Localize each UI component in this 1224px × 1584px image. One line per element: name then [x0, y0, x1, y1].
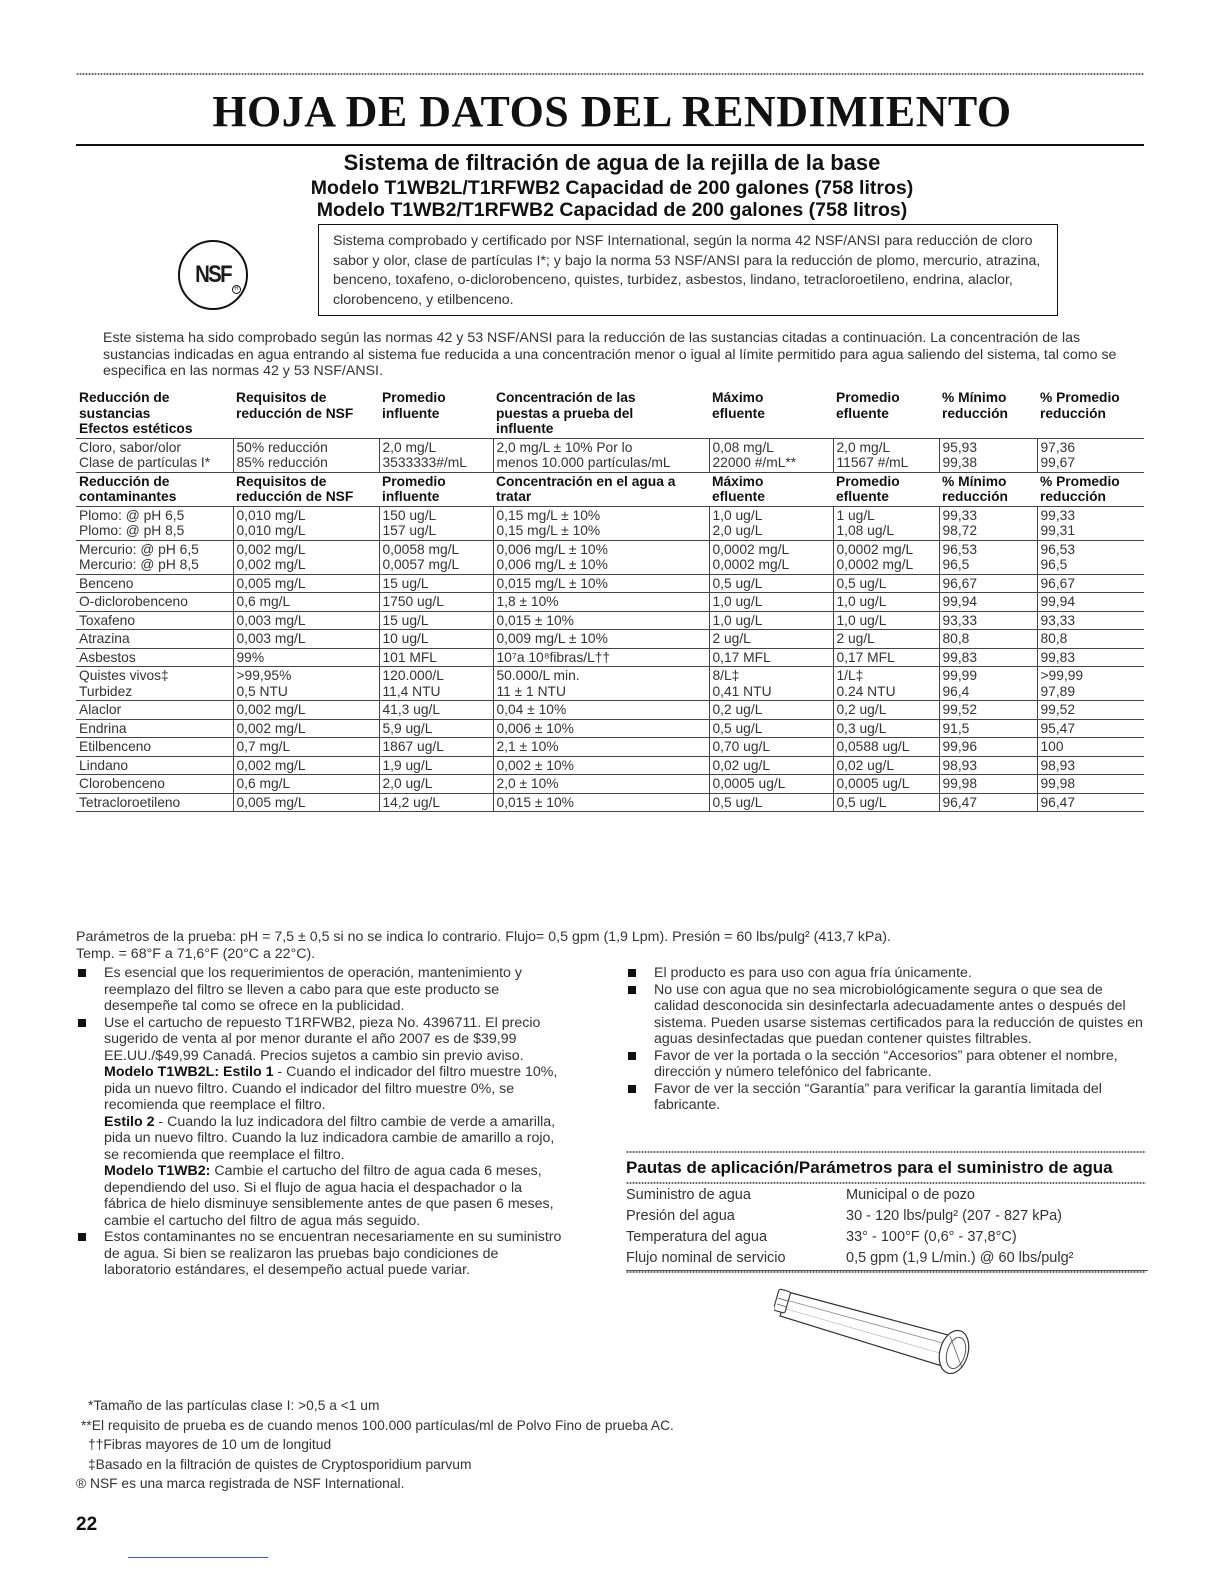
guidelines-dotted-rule-top [626, 1150, 1146, 1154]
table-cell: Promedio efluente [836, 390, 900, 421]
guideline-label: Temperatura del agua [626, 1229, 768, 1245]
table-cell: 0,002 mg/L [233, 719, 379, 738]
table-cell: 0,2 ug/L [709, 701, 833, 720]
table-cell: Máximo efluente [712, 390, 765, 421]
table-cell: % Mínimo reducción [942, 473, 1008, 504]
page-number: 22 [76, 1514, 98, 1535]
table-cell: 99,33 98,72 [939, 506, 1037, 540]
list-item: El producto es para uso con agua fría únicamente. [626, 965, 1146, 982]
table-cell: 100 [1037, 738, 1144, 757]
table-cell: % Promedio reducción [1040, 473, 1120, 504]
table-cell: 2,0 ug/L [379, 775, 493, 794]
table-cell: 80,8 [1037, 630, 1144, 649]
table-cell: 2,0 ± 10% [493, 775, 709, 794]
table-cell: 0,0005 ug/L [709, 775, 833, 794]
table-cell: 1,0 ug/L [709, 593, 833, 612]
table-cell: 1/L‡ 0.24 NTU [833, 667, 939, 701]
table-cell: 150 ug/L 157 ug/L [379, 506, 493, 540]
table-cell: 99,94 [1037, 593, 1144, 612]
title-rule [76, 144, 1144, 146]
table-cell: Etilbenceno [76, 738, 233, 757]
table-cell: Asbestos [76, 648, 233, 667]
table-cell: O-diclorobenceno [76, 593, 233, 612]
registered-mark-icon: R [232, 285, 241, 294]
table-cell: >99,95% 0,5 NTU [233, 667, 379, 701]
table-cell: % Promedio reducción [1040, 390, 1120, 421]
table-row [76, 667, 1144, 701]
top-dotted-rule [76, 72, 1144, 76]
right-bullet-list [626, 965, 1146, 1114]
table-cell: 0,15 mg/L ± 10% 0,15 mg/L ± 10% [493, 506, 709, 540]
table-cell: 99,98 [939, 775, 1037, 794]
table-cell: 1 ug/L 1,08 ug/L [833, 506, 939, 540]
test-parameters [76, 929, 1146, 962]
left-bullet-list [76, 965, 566, 1279]
table-cell: 0,6 mg/L [233, 593, 379, 612]
table-cell: Promedio influente [382, 390, 446, 421]
list-item: Es esencial que los requerimientos de operación, mantenimiento y reemplazo del filtro se lleven a cabo para que este producto se desempeñe tal como se ofrece en la publicidad. [76, 965, 566, 1015]
table-cell: 10⁷a 10⁸fibras/L†† [493, 648, 709, 667]
table-cell: 0,015 ± 10% [493, 793, 709, 812]
table-cell: 1,0 ug/L [833, 593, 939, 612]
table-cell: Tetracloroetileno [76, 793, 233, 812]
table-cell: 0,005 mg/L [233, 574, 379, 593]
table-cell: 41,3 ug/L [379, 701, 493, 720]
footnote-1: *Tamaño de las partículas clase I: >0,5 a <1 um [88, 1398, 380, 1413]
table-cell: 0,002 mg/L [233, 756, 379, 775]
certification-box: Sistema comprobado y certificado por NSF International, según la norma 42 NSF/ANSI para reducción de cloro sabor y olor, clase de partículas I*; y bajo la norma 53 NSF/ANSI para la reducción de plomo, mercurio, atrazina, benceno, toxafeno, o-diclorobenceno, quistes, turbidez, asbestos, lindano, tetracloroetileno, endrina, alaclor, clorobenceno, y etilbenceno. [318, 224, 1058, 316]
table-cell: Endrina [76, 719, 233, 738]
footnotes [76, 1396, 674, 1494]
table-cell: 120.000/L 11,4 NTU [379, 667, 493, 701]
table-cell: 10 ug/L [379, 630, 493, 649]
list-item: No use con agua que no sea microbiológicamente segura o que sea de calidad desconocida sin desinfectarla adecuadamente antes o después del sistema. Pueden usarse sistemas certificados para la reducción de quistes en aguas desinfectadas que puedan contener quistes filtrables. [626, 982, 1146, 1048]
footnote-4: ‡Basado en la filtración de quistes de Cryptosporidium parvum [88, 1456, 472, 1472]
table-cell: Toxafeno [76, 611, 233, 630]
guidelines-table [626, 1186, 1148, 1271]
table-cell: 0,3 ug/L [833, 719, 939, 738]
guideline-label: Suministro de agua [626, 1187, 751, 1203]
table-header-row [76, 389, 1144, 438]
table-cell: 0,0058 mg/L 0,0057 mg/L [379, 540, 493, 574]
table-cell: 0,0002 mg/L 0,0002 mg/L [709, 540, 833, 574]
table-row [76, 574, 1144, 593]
guidelines-dotted-rule-bottom [626, 1270, 1146, 1274]
table-cell: 0,0005 ug/L [833, 775, 939, 794]
guideline-value: 0,5 gpm (1,9 L/min.) @ 60 lbs/pulg² [846, 1249, 1148, 1271]
table-cell: 14,2 ug/L [379, 793, 493, 812]
table-cell: 2,1 ± 10% [493, 738, 709, 757]
table-cell: Alaclor [76, 701, 233, 720]
table-cell: 1,0 ug/L [709, 611, 833, 630]
intro-paragraph: Este sistema ha sido comprobado según las normas 42 y 53 NSF/ANSI para la reducción de las sustancias citadas a continuación. La concentración de las sustancias indicadas en agua entrando al sistema fue reducida a una concentración menor o igual al límite permitido para agua saliendo del sistema, tal como se especifica en las normas 42 y 53 NSF/ANSI. [103, 330, 1117, 379]
table-cell: 80,8 [939, 630, 1037, 649]
guideline-row [626, 1228, 1148, 1249]
table-cell: Benceno [76, 574, 233, 593]
list-item: Favor de ver la portada o la sección “Accesorios” para obtener el nombre, dirección y número telefónico del fabricante. [626, 1048, 1146, 1081]
table-cell: 0,015 mg/L ± 10% [493, 574, 709, 593]
table-row [76, 611, 1144, 630]
table-cell: 2,0 mg/L 11567 #/mL [833, 438, 939, 472]
guideline-row [626, 1207, 1148, 1228]
table-row [76, 630, 1144, 649]
table-cell: 96,47 [1037, 793, 1144, 812]
table-cell: 0,6 mg/L [233, 775, 379, 794]
table-cell: 1,0 ug/L [833, 611, 939, 630]
table-cell: 0,70 ug/L [709, 738, 833, 757]
list-item: Favor de ver la sección “Garantía” para verificar la garantía limitada del fabricante. [626, 1081, 1146, 1114]
guideline-label: Flujo nominal de servicio [626, 1249, 846, 1271]
table-cell: 96,53 96,5 [939, 540, 1037, 574]
footnote-3: ††Fibras mayores de 10 um de longitud [88, 1437, 332, 1452]
table-cell: Clorobenceno [76, 775, 233, 794]
table-cell: Requisitos de reducción de NSF [236, 473, 354, 504]
nsf-logo [178, 240, 248, 310]
table-cell: Promedio efluente [836, 473, 900, 504]
table-cell: 0,005 mg/L [233, 793, 379, 812]
table-row [76, 593, 1144, 612]
table-cell: Promedio influente [382, 473, 446, 504]
table-cell: 0,02 ug/L [709, 756, 833, 775]
table-cell: 2,0 mg/L ± 10% Por lo menos 10.000 partículas/mL [493, 438, 709, 472]
table-cell: 99,83 [939, 648, 1037, 667]
table-cell: 0,003 mg/L [233, 611, 379, 630]
table-cell: 8/L‡ 0,41 NTU [709, 667, 833, 701]
model-line-2: Modelo T1WB2/T1RFWB2 Capacidad de 200 galones (758 litros) [316, 199, 908, 221]
table-cell: 2,0 mg/L 3533333#/mL [379, 438, 493, 472]
table-cell: 0,0588 ug/L [833, 738, 939, 757]
table-cell: 93,33 [1037, 611, 1144, 630]
table-cell: Mercurio: @ pH 6,5 Mercurio: @ pH 8,5 [76, 540, 233, 574]
test-parameters-line-2: Temp. = 68°F a 71,6°F (20°C a 22°C). [76, 945, 316, 962]
footnote-2: **El requisito de prueba es de cuando menos 100.000 partículas/ml de Polvo Fino de prueba AC. [81, 1417, 674, 1433]
table-cell: 97,36 99,67 [1037, 438, 1144, 472]
table-row [76, 701, 1144, 720]
table-cell: 0,17 MFL [833, 648, 939, 667]
table-cell: Plomo: @ pH 6,5 Plomo: @ pH 8,5 [76, 506, 233, 540]
performance-table [76, 389, 1144, 812]
table-cell: 1750 ug/L [379, 593, 493, 612]
list-item: Estos contaminantes no se encuentran necesariamente en su suministro de agua. Si bien se realizaron las pruebas bajo condiciones de laboratorio estándares, el desempeño actual puede variar. [76, 1229, 566, 1279]
table-cell: 99% [233, 648, 379, 667]
table-cell: 0,5 ug/L [709, 574, 833, 593]
table-cell: 0,5 ug/L [709, 793, 833, 812]
table-cell: 0,04 ± 10% [493, 701, 709, 720]
table-cell: 98,93 [939, 756, 1037, 775]
table-row [76, 756, 1144, 775]
table-cell: 0,006 ± 10% [493, 719, 709, 738]
table-cell: 0,5 ug/L [709, 719, 833, 738]
table-cell: 0,02 ug/L [833, 756, 939, 775]
table-cell: Cloro, sabor/olor Clase de partículas I* [76, 438, 233, 472]
table-header-row [76, 472, 1144, 506]
table-cell: Lindano [76, 756, 233, 775]
table-cell: 50.000/L min. 11 ± 1 NTU [493, 667, 709, 701]
guideline-value: Municipal o de pozo [846, 1187, 975, 1203]
table-cell: 0,010 mg/L 0,010 mg/L [233, 506, 379, 540]
table-cell: 99,99 96,4 [939, 667, 1037, 701]
table-row [76, 793, 1144, 812]
table-cell: 50% reducción 85% reducción [233, 438, 379, 472]
table-cell: 0,2 ug/L [833, 701, 939, 720]
table-cell: 0,003 mg/L [233, 630, 379, 649]
table-cell: Requisitos de reducción de NSF [236, 390, 354, 421]
table-cell: 99,52 [1037, 701, 1144, 720]
table-cell: 101 MFL [379, 648, 493, 667]
model-line-1: Modelo T1WB2L/T1RFWB2 Capacidad de 200 galones (758 litros) [310, 177, 914, 199]
table-cell: 1867 ug/L [379, 738, 493, 757]
filter-cartridge-illustration [774, 1282, 994, 1374]
table-cell: 1,9 ug/L [379, 756, 493, 775]
table-cell: 95,93 99,38 [939, 438, 1037, 472]
table-row [76, 648, 1144, 667]
table-cell: >99,99 97,89 [1037, 667, 1144, 701]
table-row [76, 540, 1144, 574]
table-cell: 0,0002 mg/L 0,0002 mg/L [833, 540, 939, 574]
guideline-label: Presión del agua [626, 1208, 735, 1224]
table-cell: 15 ug/L [379, 611, 493, 630]
table-cell: % Mínimo reducción [942, 390, 1008, 421]
list-item: Use el cartucho de repuesto T1RFWB2, pieza No. 4396711. El precio sugerido de venta al por menor durante el año 2007 es de $39,99 EE.UU./$49,99 Canadá. Precios sujetos a cambio sin previo aviso. Modelo T1WB2L: Estilo 1 - Cuando el indicador del filtro muestre 10%, pida un nuevo filtro. Cuando el indicador del filtro muestre 0%, se recomienda que reemplace el filtro. Estilo 2 - Cuando la luz indicadora del filtro cambie de verde a amarilla, pida un nuevo filtro. Cuando la luz indicadora cambie de amarillo a rojo, se recomienda que reemplace el filtro. Modelo T1WB2: Cambie el cartucho del filtro de agua cada 6 meses, dependiendo del uso. Si el flujo de agua hacia el despachador o la fábrica de hielo disminuye sensiblemente antes de que pasen 6 meses, cambie el cartucho del filtro de agua más seguido. [76, 1015, 566, 1230]
guideline-value: 30 - 120 lbs/pulg² (207 - 827 kPa) [846, 1208, 1063, 1224]
table-cell: 96,67 [1037, 574, 1144, 593]
table-row [76, 738, 1144, 757]
table-cell: 96,47 [939, 793, 1037, 812]
table-cell: 0,5 ug/L [833, 574, 939, 593]
table-cell: 0,17 MFL [709, 648, 833, 667]
table-cell: 99,83 [1037, 648, 1144, 667]
table-cell: 2 ug/L [833, 630, 939, 649]
table-cell: 95,47 [1037, 719, 1144, 738]
table-cell: 99,33 99,31 [1037, 506, 1144, 540]
table-cell: 91,5 [939, 719, 1037, 738]
table-cell: Concentración de las puestas a prueba del influente [496, 390, 636, 436]
nsf-logo-text: NSF [195, 261, 231, 288]
bottom-rule [128, 1557, 268, 1558]
table-row [76, 719, 1144, 738]
guideline-row [626, 1186, 1148, 1207]
guideline-row [626, 1249, 1148, 1271]
table-cell: Reducción de contaminantes [79, 473, 177, 504]
table-cell: 98,93 [1037, 756, 1144, 775]
table-cell: 0,002 ± 10% [493, 756, 709, 775]
test-parameters-line-1: Parámetros de la prueba: pH = 7,5 ± 0,5 si no se indica lo contrario. Flujo= 0,5 gpm (1,9 Lpm). Presión = 60 lbs/pulg² (413,7 kPa). [76, 929, 891, 945]
table-cell: Quistes vivos‡ Turbidez [76, 667, 233, 701]
table-cell: 15 ug/L [379, 574, 493, 593]
table-cell: 99,52 [939, 701, 1037, 720]
table-cell: Máximo efluente [712, 473, 765, 504]
guideline-value: 33° - 100°F (0,6° - 37,8°C) [846, 1229, 1017, 1245]
table-cell: Atrazina [76, 630, 233, 649]
page-title: HOJA DE DATOS DEL RENDIMIENTO [212, 87, 1012, 136]
table-row [76, 506, 1144, 540]
table-cell: Reducción de sustancias Efectos estéticos [79, 390, 193, 436]
table-cell: 0,015 ± 10% [493, 611, 709, 630]
table-row [76, 438, 1144, 472]
table-cell: 0,002 mg/L [233, 701, 379, 720]
table-cell: 99,94 [939, 593, 1037, 612]
table-cell: 96,67 [939, 574, 1037, 593]
guidelines-dotted-rule-mid [626, 1181, 1146, 1185]
system-title: Sistema de filtración de agua de la rejilla de la base [343, 150, 881, 175]
table-cell: 99,96 [939, 738, 1037, 757]
table-cell: 0,08 mg/L 22000 #/mL** [709, 438, 833, 472]
guidelines-title: Pautas de aplicación/Parámetros para el suministro de agua [626, 1158, 1113, 1177]
table-row [76, 775, 1144, 794]
table-cell: Concentración en el agua a tratar [496, 473, 676, 504]
table-cell: 0,7 mg/L [233, 738, 379, 757]
table-cell: 0,009 mg/L ± 10% [493, 630, 709, 649]
table-cell: 96,53 96,5 [1037, 540, 1144, 574]
table-cell: 2 ug/L [709, 630, 833, 649]
table-cell: 1,0 ug/L 2,0 ug/L [709, 506, 833, 540]
table-cell: 93,33 [939, 611, 1037, 630]
table-cell: 5,9 ug/L [379, 719, 493, 738]
table-cell: 0,5 ug/L [833, 793, 939, 812]
table-cell: 0,002 mg/L 0,002 mg/L [233, 540, 379, 574]
table-cell: 0,006 mg/L ± 10% 0,006 mg/L ± 10% [493, 540, 709, 574]
footnote-5: ® NSF es una marca registrada de NSF International. [76, 1476, 405, 1491]
table-cell: 99,98 [1037, 775, 1144, 794]
table-cell: 1,8 ± 10% [493, 593, 709, 612]
